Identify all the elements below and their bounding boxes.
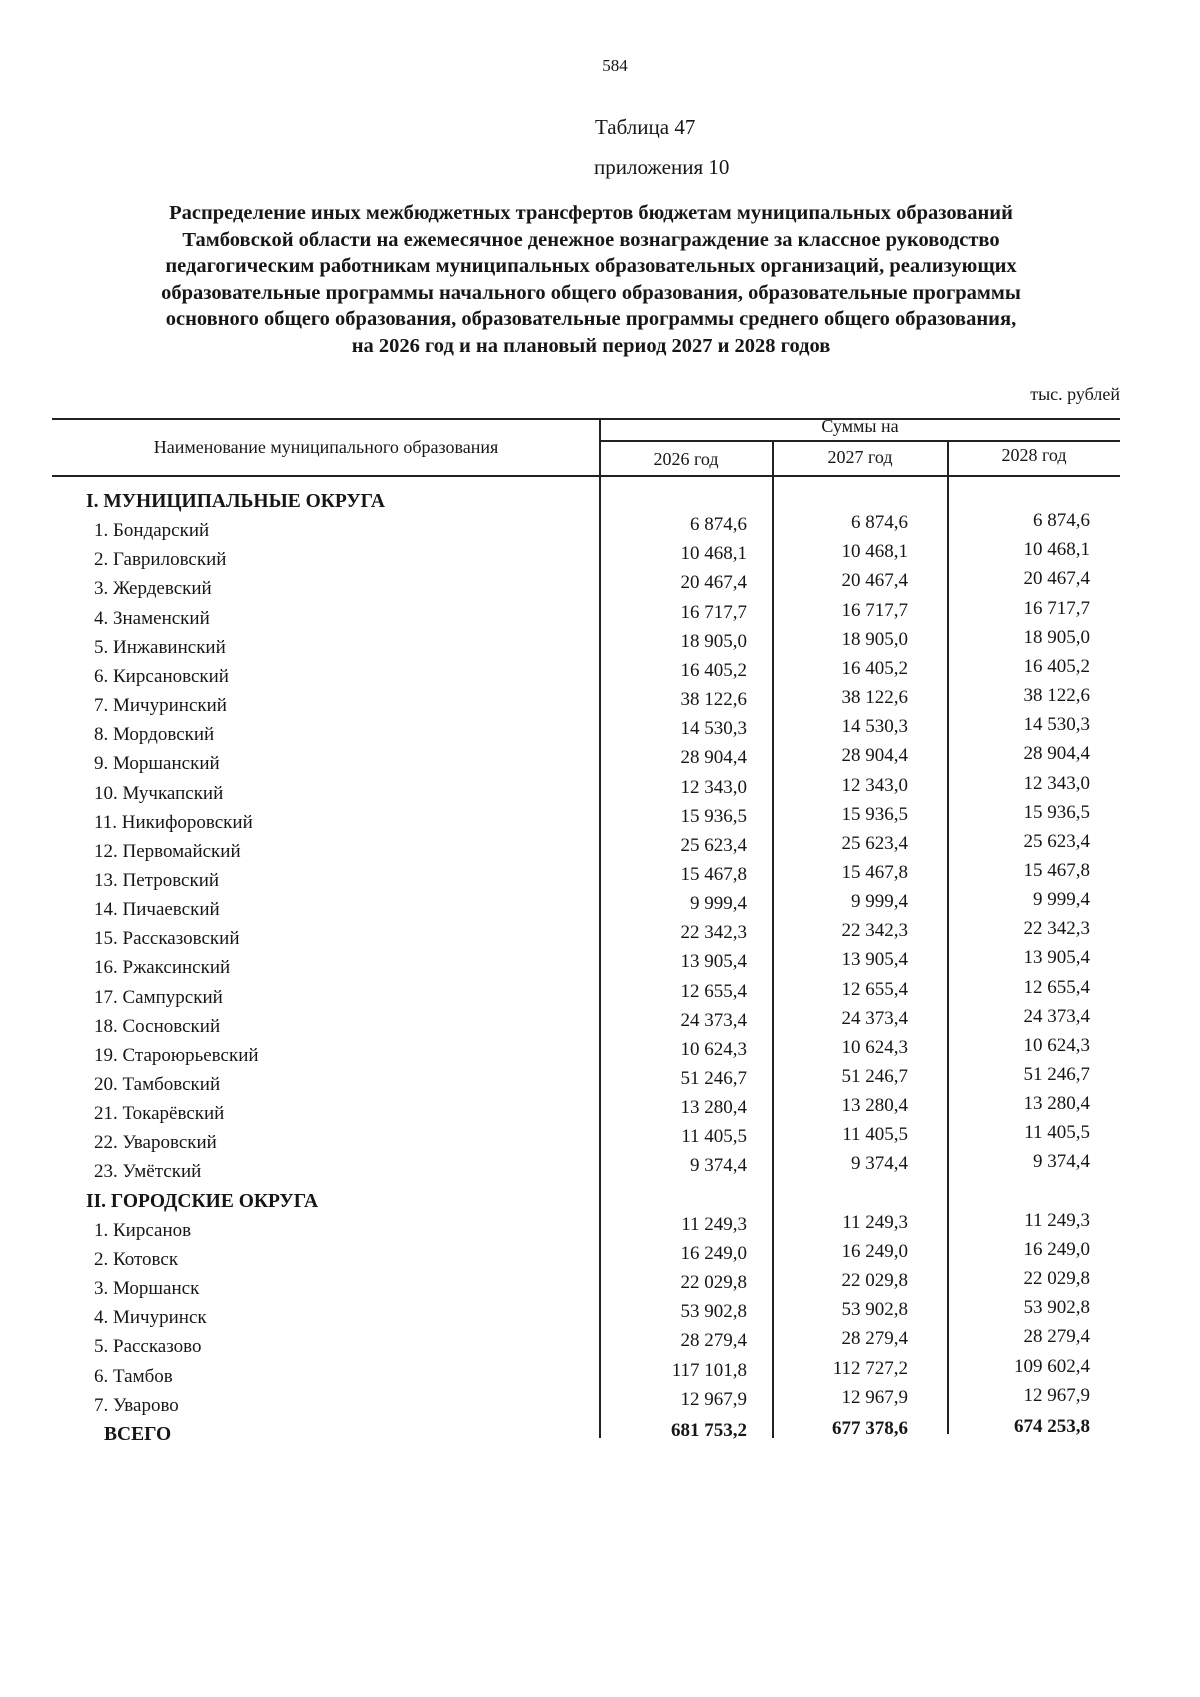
amount-2028: 12 655,4 — [1023, 976, 1090, 998]
amount-2026: 28 279,4 — [680, 1330, 747, 1352]
amount-2028: 15 467,8 — [1023, 859, 1090, 881]
amount-2028: 28 279,4 — [1023, 1326, 1090, 1348]
amount-2027: 677 378,6 — [832, 1417, 908, 1439]
amount-2028: 20 467,4 — [1023, 568, 1090, 590]
municipality-name: 22. Уваровский — [94, 1132, 217, 1154]
municipality-name: 3. Жердевский — [94, 578, 212, 600]
amount-2027: 10 468,1 — [841, 541, 908, 563]
title-line: на 2026 год и на плановый период 2027 и 2028 годов — [351, 334, 831, 357]
municipality-name: 7. Мичуринский — [94, 695, 227, 717]
amount-2027: 16 405,2 — [841, 657, 908, 679]
amount-2027: 22 029,8 — [841, 1270, 908, 1292]
amount-2026: 16 405,2 — [680, 659, 747, 681]
amount-2028: 9 999,4 — [1033, 889, 1090, 911]
amount-2026: 16 249,0 — [680, 1242, 747, 1264]
municipality-name: 20. Тамбовский — [94, 1074, 221, 1095]
amount-2026: 10 468,1 — [680, 543, 747, 565]
table-caption: Таблица 47 — [595, 115, 696, 139]
amount-2028: 22 029,8 — [1023, 1268, 1090, 1290]
amount-2027: 13 280,4 — [841, 1095, 908, 1117]
amount-2027: 12 655,4 — [841, 978, 908, 1000]
municipality-name: 8. Мордовский — [94, 724, 215, 746]
municipality-name: 3. Моршанск — [94, 1278, 200, 1300]
amount-2026: 28 904,4 — [680, 747, 747, 769]
municipality-name: 1. Кирсанов — [94, 1219, 192, 1241]
municipality-name: 14. Пичаевский — [94, 899, 220, 921]
amount-2026: 51 246,7 — [680, 1068, 747, 1089]
amount-2028: 18 905,0 — [1023, 626, 1090, 648]
amount-2027: 11 249,3 — [842, 1211, 908, 1233]
amount-2028: 11 405,5 — [1024, 1122, 1090, 1144]
municipality-name: 19. Староюрьевский — [94, 1044, 259, 1066]
amount-2027: 18 905,0 — [841, 628, 908, 650]
total-row — [0, 1415, 1200, 1453]
amount-2026: 117 101,8 — [671, 1359, 747, 1381]
unit-label: тыс. рублей — [1030, 384, 1120, 404]
amount-2027: 15 467,8 — [841, 861, 908, 883]
amount-2028: 12 967,9 — [1023, 1384, 1090, 1406]
title-line: образовательные программы начального общего образования, образовательные программы — [161, 281, 1021, 304]
amount-2028: 109 602,4 — [1014, 1355, 1090, 1377]
header-year-2027: 2027 год — [827, 447, 893, 467]
amount-2028: 24 373,4 — [1023, 1005, 1090, 1027]
title-line: Тамбовской области на ежемесячное денежное вознаграждение за классное руководство — [182, 228, 1000, 251]
amount-2027: 16 717,7 — [841, 599, 908, 621]
appendix-caption: приложения 10 — [594, 155, 730, 179]
amount-2028: 13 280,4 — [1023, 1093, 1090, 1115]
amount-2028: 28 904,4 — [1023, 743, 1090, 765]
amount-2028: 25 623,4 — [1023, 830, 1090, 852]
amount-2026: 18 905,0 — [680, 630, 747, 652]
municipality-name: 21. Токарёвский — [94, 1103, 225, 1125]
municipality-name: 16. Ржаксинский — [94, 957, 231, 979]
header-year-2028: 2028 год — [1001, 445, 1067, 465]
amount-2028: 14 530,3 — [1023, 714, 1090, 736]
amount-2026: 38 122,6 — [680, 689, 747, 711]
municipality-name: 6. Тамбов — [94, 1365, 173, 1387]
amount-2028: 51 246,7 — [1023, 1064, 1090, 1085]
amount-2026: 53 902,8 — [680, 1301, 747, 1323]
amount-2027: 38 122,6 — [841, 687, 908, 709]
amount-2026: 6 874,6 — [690, 514, 747, 536]
document-title — [66, 200, 1116, 359]
amount-2028: 674 253,8 — [1014, 1415, 1090, 1437]
amount-2028: 9 374,4 — [1033, 1151, 1090, 1173]
amount-2026: 22 029,8 — [680, 1272, 747, 1294]
amount-2028: 16 405,2 — [1023, 655, 1090, 677]
amount-2028: 38 122,6 — [1023, 685, 1090, 707]
municipality-name: 9. Моршанский — [94, 753, 220, 775]
amount-2028: 6 874,6 — [1033, 510, 1090, 532]
amount-2026: 24 373,4 — [680, 1009, 747, 1031]
amount-2027: 9 374,4 — [851, 1153, 908, 1175]
amount-2027: 22 342,3 — [841, 920, 908, 942]
amount-2028: 13 905,4 — [1023, 947, 1090, 969]
amount-2026: 16 717,7 — [680, 601, 747, 623]
section-title: II. ГОРОДСКИЕ ОКРУГА — [86, 1190, 319, 1212]
municipality-name: 2. Котовск — [94, 1248, 179, 1270]
header-bottom-border — [52, 475, 1120, 477]
municipality-name: 10. Мучкапский — [94, 782, 224, 804]
amount-2028: 22 342,3 — [1023, 918, 1090, 940]
title-line: Распределение иных межбюджетных трансфертов бюджетам муниципальных образований — [169, 202, 1013, 224]
amount-2026: 13 905,4 — [680, 951, 747, 973]
amount-2027: 16 249,0 — [841, 1240, 908, 1262]
header-sums-label: Суммы на — [821, 416, 899, 436]
table-row — [0, 1151, 1200, 1190]
amount-2027: 14 530,3 — [841, 716, 908, 738]
amount-2027: 25 623,4 — [841, 832, 908, 854]
title-line: педагогическим работникам муниципальных образовательных организаций, реализующих — [165, 255, 1017, 277]
amount-2026: 11 249,3 — [681, 1213, 747, 1235]
municipality-name: 23. Умётский — [94, 1161, 202, 1183]
municipality-name: 5. Рассказово — [94, 1336, 202, 1358]
amount-2027: 12 343,0 — [841, 774, 908, 796]
municipality-name: 1. Бондарский — [94, 520, 210, 542]
amount-2026: 681 753,2 — [671, 1419, 747, 1441]
municipality-name: 2. Гавриловский — [94, 549, 227, 571]
amount-2027: 53 902,8 — [841, 1299, 908, 1321]
municipality-name: 7. Уварово — [94, 1394, 179, 1416]
amount-2027: 28 904,4 — [841, 745, 908, 767]
municipality-name: 4. Мичуринск — [94, 1307, 207, 1329]
amount-2027: 9 999,4 — [851, 891, 908, 913]
amount-2027: 24 373,4 — [841, 1007, 908, 1029]
amount-2027: 13 905,4 — [841, 949, 908, 971]
amount-2026: 12 967,9 — [680, 1388, 747, 1410]
amount-2026: 12 655,4 — [680, 980, 747, 1002]
amount-2026: 13 280,4 — [680, 1097, 747, 1119]
amount-2028: 16 717,7 — [1023, 597, 1090, 619]
municipality-name: 18. Сосновский — [94, 1015, 221, 1037]
amount-2027: 28 279,4 — [841, 1328, 908, 1350]
municipality-name: 17. Сампурский — [94, 986, 223, 1008]
amount-2027: 112 727,2 — [832, 1357, 908, 1379]
amount-2026: 9 374,4 — [690, 1155, 747, 1177]
municipality-name: 6. Кирсановский — [94, 665, 229, 687]
section-title: I. МУНИЦИПАЛЬНЫЕ ОКРУГА — [86, 491, 386, 512]
amount-2028: 15 936,5 — [1023, 801, 1090, 823]
amount-2028: 16 249,0 — [1023, 1238, 1090, 1260]
municipality-name: 15. Рассказовский — [94, 928, 240, 950]
amount-2027: 12 967,9 — [841, 1386, 908, 1408]
amount-2028: 10 468,1 — [1023, 539, 1090, 561]
amount-2026: 25 623,4 — [680, 834, 747, 856]
header-sums-divider — [600, 440, 1120, 442]
municipality-name: 12. Первомайский — [94, 840, 241, 862]
amount-2026: 11 405,5 — [681, 1126, 747, 1148]
amount-2027: 51 246,7 — [841, 1066, 908, 1087]
amount-2026: 15 467,8 — [680, 863, 747, 885]
amount-2026: 20 467,4 — [680, 572, 747, 594]
amount-2027: 20 467,4 — [841, 570, 908, 592]
amount-2027: 10 624,3 — [841, 1036, 908, 1058]
amount-2028: 10 624,3 — [1023, 1034, 1090, 1056]
title-line: основного общего образования, образовательные программы среднего общего образования, — [165, 308, 1017, 330]
municipality-name: 5. Инжавинский — [94, 636, 226, 658]
amount-2027: 6 874,6 — [851, 512, 908, 534]
page-number: 584 — [602, 56, 628, 75]
amount-2028: 12 343,0 — [1023, 772, 1090, 794]
municipality-name: 4. Знаменский — [94, 607, 210, 629]
header-name-column: Наименование муниципального образования — [153, 437, 499, 457]
amount-2026: 10 624,3 — [680, 1038, 747, 1060]
municipality-name: 11. Никифоровский — [94, 811, 253, 833]
amount-2026: 15 936,5 — [680, 805, 747, 827]
amount-2026: 22 342,3 — [680, 922, 747, 944]
amount-2027: 15 936,5 — [841, 803, 908, 825]
amount-2026: 9 999,4 — [690, 893, 747, 915]
municipality-name: ВСЕГО — [104, 1423, 172, 1445]
amount-2028: 11 249,3 — [1024, 1209, 1090, 1231]
header-year-2026: 2026 год — [653, 449, 719, 469]
amount-2026: 14 530,3 — [680, 718, 747, 740]
amount-2028: 53 902,8 — [1023, 1297, 1090, 1319]
municipality-name: 13. Петровский — [94, 869, 220, 891]
amount-2026: 12 343,0 — [680, 776, 747, 798]
amount-2027: 11 405,5 — [842, 1124, 908, 1146]
